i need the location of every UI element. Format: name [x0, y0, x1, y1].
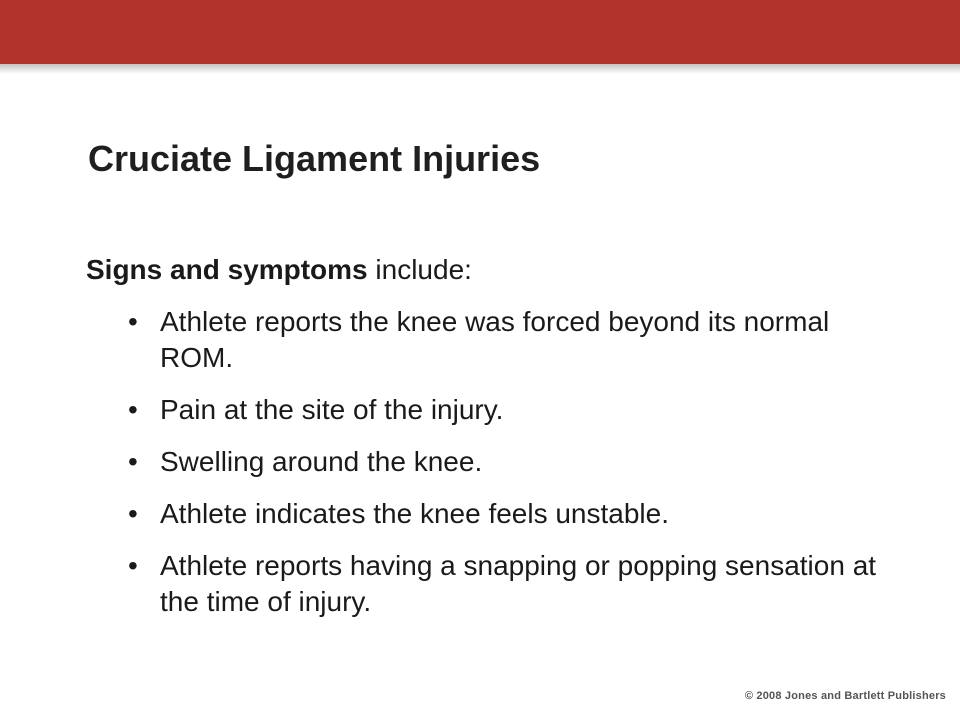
list-item-text: Swelling around the knee. [160, 446, 483, 477]
list-item [128, 392, 888, 428]
header-bar [0, 0, 960, 64]
bullet-icon: • [128, 306, 138, 337]
list-item-text: Athlete reports having a snapping or popping sensation at the time of injury. [160, 550, 877, 617]
intro-rest-text: include: [367, 254, 472, 285]
copyright-notice: © 2008 Jones and Bartlett Publishers [744, 690, 946, 702]
list-item-text: Athlete reports the knee was forced beyond its normal ROM. [160, 306, 830, 373]
bullet-icon: • [128, 498, 138, 529]
bullet-icon: • [128, 550, 138, 581]
slide-title: Cruciate Ligament Injuries [88, 138, 541, 179]
symptom-list [128, 304, 888, 636]
list-item [128, 496, 888, 532]
list-item-text: Athlete indicates the knee feels unstable. [160, 498, 670, 529]
intro-line [86, 252, 472, 288]
list-item-text: Pain at the site of the injury. [160, 394, 504, 425]
list-item [128, 304, 888, 376]
bullet-icon: • [128, 394, 138, 425]
list-item [128, 548, 888, 620]
header-bar-shadow [0, 64, 960, 74]
list-item [128, 444, 888, 480]
intro-bold-text: Signs and symptoms [86, 254, 368, 285]
bullet-icon: • [128, 446, 138, 477]
